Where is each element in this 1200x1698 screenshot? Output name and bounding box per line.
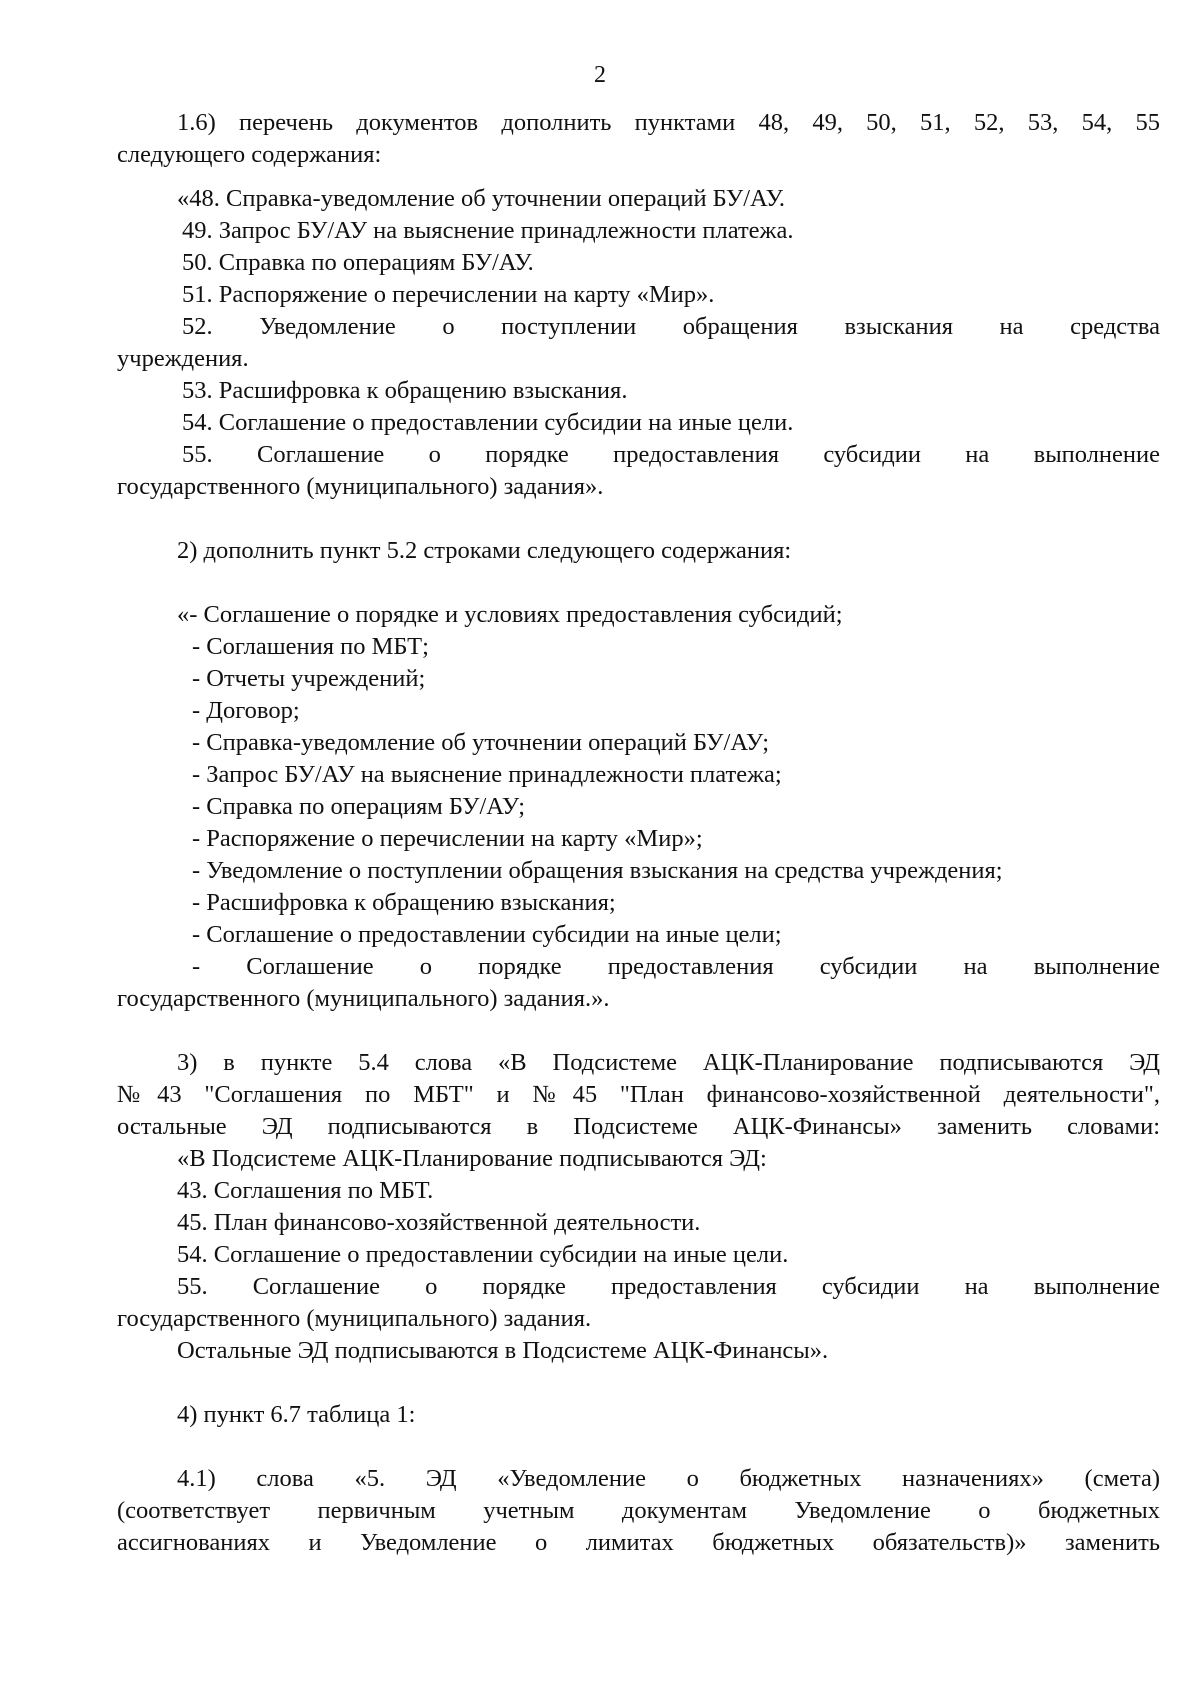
text-line: - Соглашения по МБТ;: [192, 633, 429, 660]
text-line: «48. Справка-уведомление об уточнении операций БУ/АУ.: [177, 185, 786, 212]
text-line: Остальные ЭД подписываются в Подсистеме АЦК-Финансы».: [177, 1337, 829, 1364]
page-number: 2: [594, 62, 606, 88]
text-line: следующего содержания:: [117, 141, 382, 168]
text-line: 1.6) перечень документов дополнить пунктами 48, 49, 50, 51, 52, 53, 54, 55: [177, 109, 1160, 136]
text-line: 4) пункт 6.7 таблица 1:: [177, 1401, 416, 1428]
text-line: 3) в пункте 5.4 слова «В Подсистеме АЦК-Планирование подписываются ЭД: [177, 1049, 1160, 1076]
document-body: [117, 107, 1160, 1559]
text-line: остальные ЭД подписываются в Подсистеме АЦК-Финансы» заменить словами:: [117, 1113, 1160, 1140]
text-line: ассигнованиях и Уведомление о лимитах бюджетных обязательств)» заменить: [117, 1529, 1160, 1556]
text-line: 4.1) слова «5. ЭД «Уведомление о бюджетных назначениях» (смета): [177, 1465, 1160, 1492]
text-line: (соответствует первичным учетным документам Уведомление о бюджетных: [117, 1497, 1160, 1524]
text-line: 53. Расшифровка к обращению взыскания.: [182, 377, 628, 404]
text-line: государственного (муниципального) задания».: [117, 473, 604, 500]
text-line: 45. План финансово-хозяйственной деятельности.: [177, 1209, 701, 1236]
text-line: 49. Запрос БУ/АУ на выяснение принадлежности платежа.: [182, 217, 794, 244]
text-line: 2) дополнить пункт 5.2 строками следующего содержания:: [177, 537, 792, 564]
text-line: «- Соглашение о порядке и условиях предоставления субсидий;: [177, 601, 843, 628]
text-line: 52. Уведомление о поступлении обращения взыскания на средства: [182, 313, 1160, 340]
text-line: - Расшифровка к обращению взыскания;: [192, 889, 616, 916]
text-line: учреждения.: [117, 345, 249, 372]
text-line: - Распоряжение о перечислении на карту «Мир»;: [192, 825, 703, 852]
text-line: 55. Соглашение о порядке предоставления субсидии на выполнение: [182, 441, 1160, 468]
text-line: 51. Распоряжение о перечислении на карту «Мир».: [182, 281, 715, 308]
text-line: - Соглашение о предоставлении субсидии на иные цели;: [192, 921, 782, 948]
text-line: 54. Соглашение о предоставлении субсидии на иные цели.: [177, 1241, 789, 1268]
text-line: - Уведомление о поступлении обращения взыскания на средства учреждения;: [192, 857, 1003, 884]
text-line: 50. Справка по операциям БУ/АУ.: [182, 249, 534, 276]
text-line: государственного (муниципального) задания.: [117, 1305, 592, 1332]
text-line: «В Подсистеме АЦК-Планирование подписываются ЭД:: [177, 1145, 767, 1172]
text-line: - Справка-уведомление об уточнении операций БУ/АУ;: [192, 729, 770, 756]
text-line: - Отчеты учреждений;: [192, 665, 426, 692]
text-line: 54. Соглашение о предоставлении субсидии на иные цели.: [182, 409, 794, 436]
text-line: - Соглашение о порядке предоставления субсидии на выполнение: [192, 953, 1160, 980]
text-line: - Договор;: [192, 697, 300, 724]
text-line: 55. Соглашение о порядке предоставления субсидии на выполнение: [177, 1273, 1160, 1300]
text-line: №43 "Соглашения по МБТ" и №45 "План финансово-хозяйственной деятельности",: [117, 1081, 1160, 1108]
text-line: государственного (муниципального) задания.».: [117, 985, 610, 1012]
text-line: - Справка по операциям БУ/АУ;: [192, 793, 526, 820]
text-line: 43. Соглашения по МБТ.: [177, 1177, 434, 1204]
text-line: - Запрос БУ/АУ на выяснение принадлежности платежа;: [192, 761, 782, 788]
